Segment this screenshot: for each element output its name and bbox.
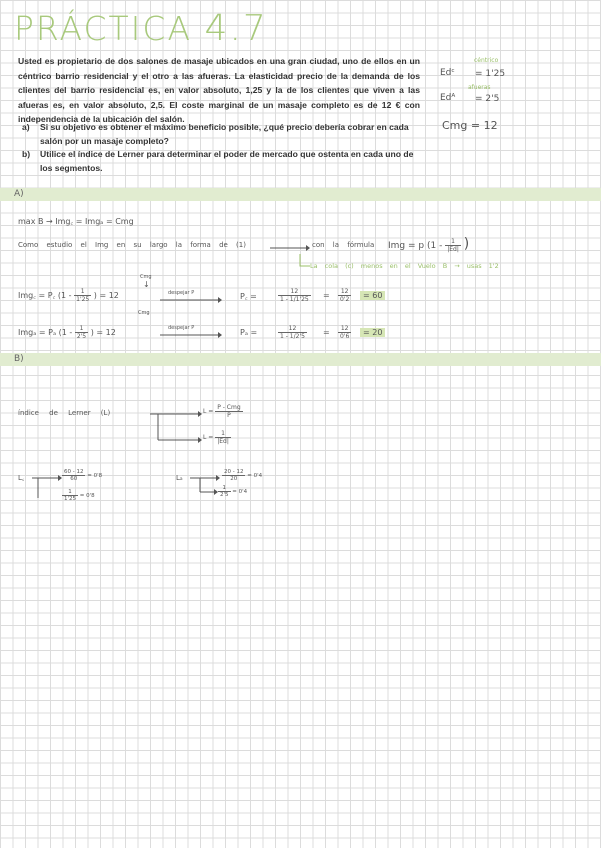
lc-calc-2 [62, 489, 95, 502]
row1-equation [18, 288, 119, 303]
lerner-branch-icon [150, 410, 202, 444]
la-label: Lₐ [176, 474, 183, 482]
lc-calc-1 [62, 469, 102, 482]
row1-solve-denominator: 1 - 1/1'25 [280, 296, 309, 303]
page-title [14, 8, 268, 49]
lc-calc-2-result: = 0'8 [79, 493, 95, 499]
question-a-label: a) [22, 122, 30, 132]
la-branch-icon [190, 474, 220, 498]
row2-equals: = [323, 328, 330, 337]
la-calc-1-result: = 0'4 [247, 473, 263, 479]
row1-solve-frac [278, 288, 311, 303]
side-note-eda-label: Edᴬ [440, 93, 456, 103]
row2-result-highlight: = 20 [360, 328, 385, 337]
row1-solve-numerator: 12 [278, 288, 311, 296]
section-b-label: B) [14, 354, 24, 364]
row2-simplified-frac [338, 325, 351, 340]
row1-result-highlight: = 60 [360, 291, 385, 300]
row2-left: Imgₐ = Pₐ (1 - [18, 328, 73, 337]
lerner-formula-1-frac [215, 404, 242, 419]
lc-calc-1-result: = 0'8 [87, 473, 103, 479]
lc-branch-icon [32, 474, 62, 502]
row2-cmg-tag: Cmg [138, 310, 150, 316]
row2-fraction [75, 325, 88, 340]
row1-numerator: 1 [74, 288, 91, 296]
problem-statement: Usted es propietario de dos salones de masaje ubicados en una gran ciudad, uno de ellos en un céntrico barrio residencial y el otro a las afueras. La elasticidad precio de la demanda de los clientes del barrio residencial es, en valor absoluto, 1,25 y la de los clientes que viven a las afueras es, en valor absoluto, 2,5. El coste marginal de un masaje completo es de 12 € con independencia de la ubicación del salón. [18, 56, 420, 125]
la-calc-2-frac [218, 485, 231, 498]
row2-solve-denominator: 1 - 1/2'5 [280, 333, 305, 340]
row2-p-label: Pₐ = [240, 328, 258, 337]
section-a-note: La cola (c) menos en el Vuelo B → usas 1'2 [310, 262, 499, 270]
row2-simplified-numerator: 12 [338, 325, 351, 333]
row1-p-label: P꜀ = [240, 292, 257, 301]
arrow-icon [270, 244, 310, 252]
formula-img-denominator: |Ed| [447, 246, 459, 253]
lerner-formula-2-numerator: 1 [215, 430, 231, 438]
row1-down-arrow-icon: ↓ [143, 280, 150, 289]
row1-result [360, 291, 385, 300]
lerner-formula-2-frac [215, 430, 231, 445]
row2-simplified-denominator: 0'6 [340, 333, 350, 340]
formula-img-fraction [445, 238, 461, 253]
row2-arrow-icon [160, 331, 222, 339]
la-calc-2-result: = 0'4 [232, 489, 248, 495]
question-b-label: b) [22, 149, 31, 159]
la-calc-1 [222, 469, 262, 482]
question-b-text: Utilice el índice de Lerner para determinar el poder de mercado que ostenta en cada uno de los segmentos. [40, 149, 414, 173]
row1-simplified-frac [338, 288, 351, 303]
lerner-formula-2 [203, 430, 231, 445]
row1-fraction [74, 288, 91, 303]
formula-img-numerator: 1 [445, 238, 461, 246]
row2-result [360, 328, 385, 337]
la-calc-2 [218, 485, 247, 498]
section-a-label: A) [14, 189, 24, 199]
lerner-formula-2-left: L = [203, 434, 214, 441]
section-b-band [0, 353, 601, 366]
la-calc-1-denominator: 20 [230, 476, 238, 482]
side-note-centrico-tag: céntrico [474, 57, 499, 64]
lc-calc-1-numerator: 60 - 12 [64, 469, 84, 475]
row2-solve-numerator: 12 [278, 325, 307, 333]
side-note-eda-value: = 2'5 [475, 94, 500, 104]
formula-img [388, 236, 469, 253]
row1-solve-fraction [278, 288, 311, 303]
lc-calc-2-numerator: 1 [62, 489, 78, 496]
formula-img-right: ) [463, 236, 470, 252]
row2-solve-fraction [278, 325, 307, 340]
side-note-afueras-tag: afueras [468, 84, 491, 91]
lerner-formula-1 [203, 404, 243, 419]
lerner-formula-1-denominator: P [227, 412, 231, 419]
row1-arrow-icon [160, 296, 222, 304]
section-a-line2-mid: con la fórmula [312, 241, 375, 249]
section-a-band [0, 188, 601, 201]
formula-img-left: Img = p (1 - [388, 241, 443, 251]
section-b-intro: índice de Lerner (L) [18, 409, 111, 417]
row1-denominator: 1'25 [76, 296, 90, 303]
row2-denominator: 2'5 [76, 333, 87, 340]
side-note-cmg: Cmg = 12 [442, 119, 498, 132]
row2-simplified [338, 325, 351, 340]
row1-simplified-numerator: 12 [338, 288, 351, 296]
row1-cmg-tag: Cmg [140, 274, 152, 280]
side-note-edc-value: = 1'25 [475, 69, 506, 79]
title-number: 4.7 [204, 8, 268, 49]
row1-simplified-denominator: 0'2 [340, 296, 350, 303]
title-word: PRÁCTICA [14, 9, 193, 48]
lc-calc-1-denominator: 60 [70, 476, 78, 482]
la-calc-2-denominator: 2'5 [220, 492, 229, 498]
side-note-edc-label: Edᶜ [440, 68, 455, 78]
row2-right: ) = 12 [90, 328, 116, 337]
lc-label: L꜀ [18, 474, 25, 482]
lc-calc-1-frac [62, 469, 85, 482]
row1-simplified [338, 288, 351, 303]
row2-numerator: 1 [75, 325, 88, 333]
row2-solve-frac [278, 325, 307, 340]
lerner-formula-2-denominator: |Ed| [217, 438, 229, 445]
section-a-line2-text: Como estudio el Img en su largo la forma de (1) [18, 241, 246, 249]
la-calc-1-numerator: 20 - 12 [224, 469, 244, 475]
row1-right: ) = 12 [93, 291, 119, 300]
row2-arrow-label: despejar P [168, 325, 195, 331]
lc-calc-2-denominator: 1'25 [64, 496, 77, 502]
note-bracket-icon [298, 254, 310, 268]
section-a-line1: max B → Img꜀ = Imgₐ = Cmg [18, 217, 134, 226]
la-calc-2-numerator: 1 [218, 485, 231, 492]
question-a [18, 120, 420, 150]
lerner-formula-1-left: L = [203, 408, 214, 415]
lerner-formula-1-numerator: P - Cmg [217, 404, 241, 411]
la-calc-1-frac [222, 469, 245, 482]
lc-calc-2-frac [62, 489, 78, 502]
row1-arrow-label: despejar P [168, 290, 195, 296]
row1-equals: = [323, 291, 330, 300]
question-b [18, 147, 420, 177]
row2-equation [18, 325, 116, 340]
row1-left: Img꜀ = P꜀ (1 - [18, 291, 72, 300]
question-a-text: Si su objetivo es obtener el máximo beneficio posible, ¿qué precio debería cobrar en cada salón por un masaje completo? [40, 122, 409, 146]
